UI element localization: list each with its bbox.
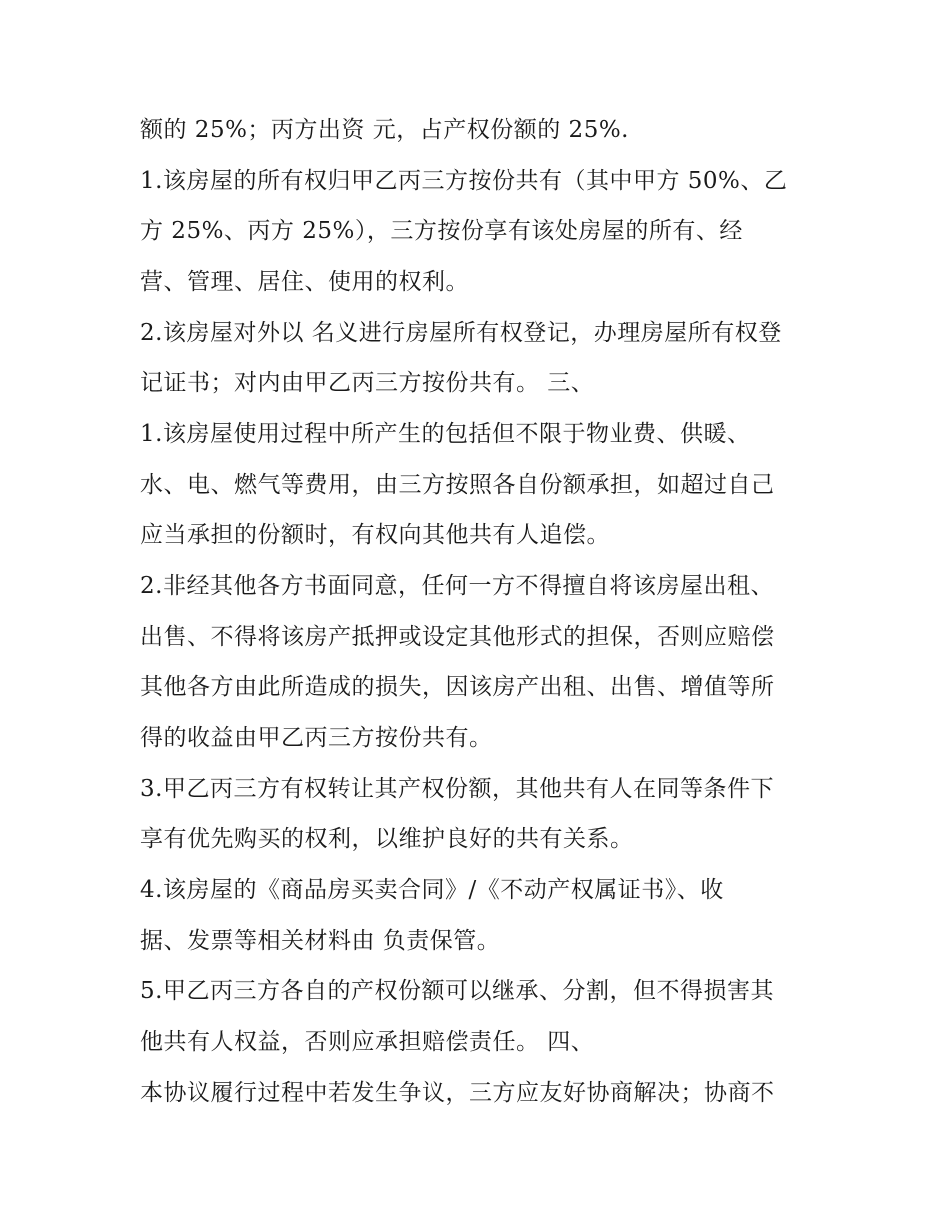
text-line: 本协议履行过程中若发生争议，三方应友好协商解决；协商不 — [140, 1080, 775, 1106]
text-line: 应当承担的份额时，有权向其他共有人追偿。 — [140, 522, 610, 548]
text-line: 得的收益由甲乙丙三方按份共有。 — [140, 725, 493, 751]
text-line: 方 25%、丙方 25%），三方按份享有该处房屋的所有、经 — [140, 218, 743, 244]
text-line: 营、管理、居住、使用的权利。 — [140, 269, 469, 295]
text-line: 享有优先购买的权利，以维护良好的共有关系。 — [140, 826, 634, 852]
text-line: 2.该房屋对外以 名义进行房屋所有权登记，办理房屋所有权登 — [140, 320, 782, 346]
text-line: 据、发票等相关材料由 负责保管。 — [140, 928, 501, 954]
text-line: 记证书；对内由甲乙丙三方按份共有。 三、 — [140, 370, 595, 396]
text-line: 水、电、燃气等费用，由三方按照各自份额承担，如超过自己 — [140, 472, 775, 498]
text-line: 额的 25%；丙方出资 元，占产权份额的 25%. — [140, 117, 629, 143]
text-line: 出售、不得将该房产抵押或设定其他形式的担保，否则应赔偿 — [140, 624, 775, 650]
text-line: 其他各方由此所造成的损失，因该房产出租、出售、增值等所 — [140, 674, 775, 700]
text-line: 他共有人权益，否则应承担赔偿责任。 四、 — [140, 1029, 595, 1055]
text-line: 5.甲乙丙三方各自的产权份额可以继承、分割，但不得损害其 — [140, 978, 774, 1004]
text-line: 2.非经其他各方书面同意，任何一方不得擅自将该房屋出租、 — [140, 573, 774, 599]
text-line: 3.甲乙丙三方有权转让其产权份额，其他共有人在同等条件下 — [140, 776, 774, 802]
text-line: 1.该房屋使用过程中所产生的包括但不限于物业费、供暖、 — [140, 421, 751, 447]
text-line: 4.该房屋的《商品房买卖合同》/《不动产权属证书》、收 — [140, 877, 724, 903]
text-line: 1.该房屋的所有权归甲乙丙三方按份共有（其中甲方 50%、乙 — [140, 168, 788, 194]
